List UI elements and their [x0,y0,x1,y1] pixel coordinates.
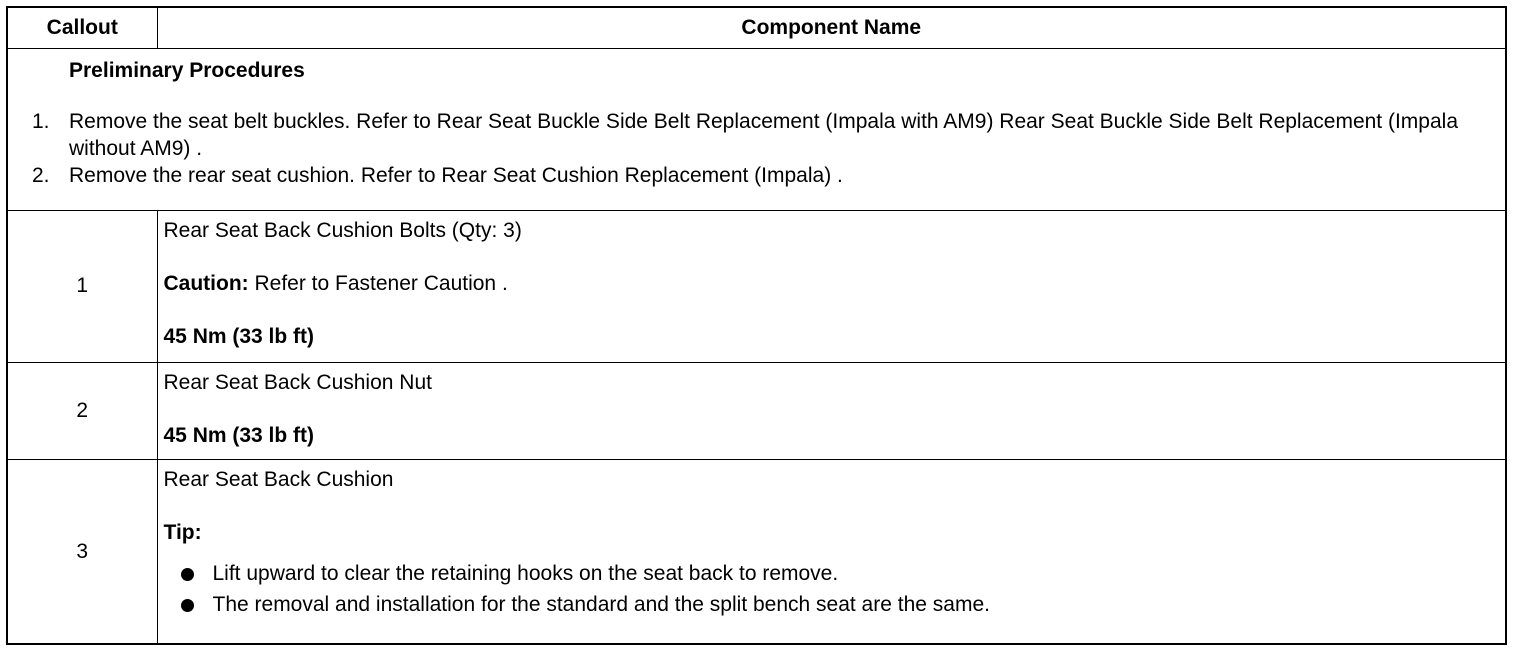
caution-text: Refer to Fastener Caution . [248,271,508,295]
step-number: 2. [32,164,50,188]
torque-spec: 45 Nm (33 lb ft) [163,423,315,447]
callout-number: 3 [7,459,157,644]
component-name: Rear Seat Back Cushion Bolts (Qty: 3) [163,218,522,242]
preliminary-step [14,108,1499,163]
caution-label: Caution: [163,271,249,295]
tip-label: Tip: [163,520,202,544]
component-cell [157,459,1506,644]
callout-header: Callout [7,7,157,48]
component-cell [157,362,1506,459]
preliminary-step [14,162,1499,189]
step-number: 1. [32,109,50,133]
bullet-icon [181,599,194,612]
list-item [164,560,1500,587]
preliminary-row [7,48,1506,210]
table-row [7,210,1506,362]
header-row [7,7,1506,48]
component-table [6,6,1507,645]
tip-text: Lift upward to clear the retaining hooks on the seat back to remove. [212,562,839,586]
bullet-icon [181,568,194,581]
caution-note [164,270,1500,297]
step-text: Remove the rear seat cushion. Refer to Rear Seat Cushion Replacement (Impala) . [69,164,843,188]
callout-number: 1 [7,210,157,362]
tip-text: The removal and installation for the standard and the split bench seat are the same. [212,593,990,617]
preliminary-title: Preliminary Procedures [69,58,305,82]
component-name: Rear Seat Back Cushion Nut [163,370,432,394]
component-cell [157,210,1506,362]
callout-number: 2 [7,362,157,459]
torque-spec: 45 Nm (33 lb ft) [163,325,315,349]
component-name: Rear Seat Back Cushion [163,467,394,491]
step-text: Remove the seat belt buckles. Refer to Rear Seat Buckle Side Belt Replacement (Impala with AM9) Rear Seat Buckle Side Belt Replacement (Impala without AM9) . [69,109,1459,161]
preliminary-procedures [7,48,1506,210]
table-row [7,459,1506,644]
preliminary-steps [14,108,1499,190]
component-name-header: Component Name [157,7,1506,48]
tip-list [164,560,1500,619]
table-row [7,362,1506,459]
list-item [164,591,1500,618]
